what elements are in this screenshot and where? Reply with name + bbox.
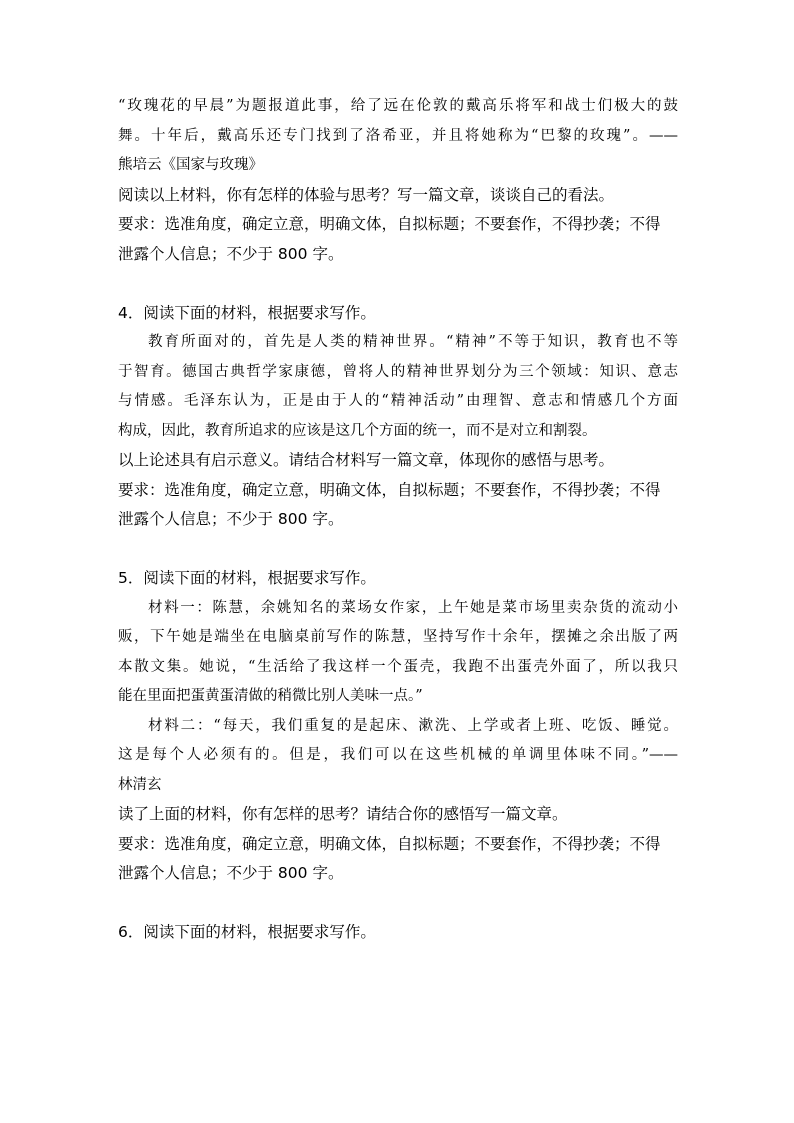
item-3-material-line: 舞。十年后，戴高乐还专门找到了洛希亚，并且将她称为“巴黎的玫瑰”。—— <box>118 127 678 144</box>
item-5-material-one-line: 材料一：陈慧，余姚知名的菜场女作家，上午她是菜市场里卖杂货的流动小 <box>148 599 678 616</box>
item-6-section <box>118 918 678 948</box>
item-3-requirement-line: 泄露个人信息；不少于 800 字。 <box>118 244 344 263</box>
item-4-requirement-line: 泄露个人信息；不少于 800 字。 <box>118 510 344 528</box>
item-5-requirement-line: 泄露个人信息；不少于 800 字。 <box>118 864 344 882</box>
document-page <box>118 92 678 948</box>
item-5-material-one-line: 能在里面把蛋黄蛋清做的稍微比别人美味一点。” <box>118 688 423 704</box>
item-5-requirement-line: 要求：选准角度，确定立意，明确文体，自拟标题；不要套作，不得抄袭；不得 <box>118 834 661 853</box>
spacer <box>118 535 678 565</box>
item-4-material-line: 教育所面对的，首先是人类的精神世界。“精神”不等于知识，教育也不等 <box>148 334 678 350</box>
item-5-material-two-line: 林清玄 <box>118 776 162 793</box>
item-4-material-line: 于智育。德国古典哲学家康德，曾将人的精神世界划分为三个领域：知识、意志 <box>118 363 678 380</box>
item-5-prompt: 读了上面的材料，你有怎样的思考？请结合你的感悟写一篇文章。 <box>118 805 568 823</box>
item-6-heading: 6．阅读下面的材料，根据要求写作。 <box>118 923 376 941</box>
item-5-material-two-line: 材料二：“每天，我们重复的是起床、漱洗、上学或者上班、吃饭、睡觉。 <box>148 717 678 734</box>
item-4-prompt: 以上论述具有启示意义。请结合材料写一篇文章，体现你的感悟与思考。 <box>118 451 615 469</box>
item-5-material-one-line: 贩，下午她是端坐在电脑桌前写作的陈慧，坚持写作十余年，摆摊之余出版了两 <box>118 629 678 645</box>
item-5-material-two-line: 这是每个人必须有的。但是，我们可以在这些机械的单调里体味不同。”—— <box>118 747 678 763</box>
item-4-section <box>118 299 678 535</box>
item-4-requirement-line: 要求：选准角度，确定立意，明确文体，自拟标题；不要套作，不得抄袭；不得 <box>118 480 661 499</box>
item-4-material-line: 与情感。毛泽东认为，正是由于人的“精神活动”由理智、意志和情感几个方面 <box>118 393 678 409</box>
item-3-material-line: “玫瑰花的早晨”为题报道此事，给了远在伦敦的戴高乐将军和战士们极大的鼓 <box>118 98 678 114</box>
item-5-material-one-line: 本散文集。她说，“生活给了我这样一个蛋壳，我跑不出蛋壳外面了，所以我只 <box>118 658 678 675</box>
item-4-heading: 4．阅读下面的材料，根据要求写作。 <box>118 303 376 322</box>
item-3-section <box>118 92 678 269</box>
spacer <box>118 889 678 919</box>
item-3-prompt: 阅读以上材料，你有怎样的体验与思考？写一篇文章，谈谈自己的看法。 <box>118 185 615 204</box>
item-3-requirement-line: 要求：选准角度，确定立意，明确文体，自拟标题；不要套作，不得抄袭；不得 <box>118 215 661 233</box>
item-5-section <box>118 564 678 889</box>
spacer <box>118 269 678 299</box>
item-3-material-line: 熊培云《国家与玫瑰》 <box>118 157 263 173</box>
item-4-material-line: 构成，因此，教育所追求的应该是这几个方面的统一，而不是对立和割裂。 <box>118 422 597 439</box>
item-5-heading: 5．阅读下面的材料，根据要求写作。 <box>118 569 376 587</box>
